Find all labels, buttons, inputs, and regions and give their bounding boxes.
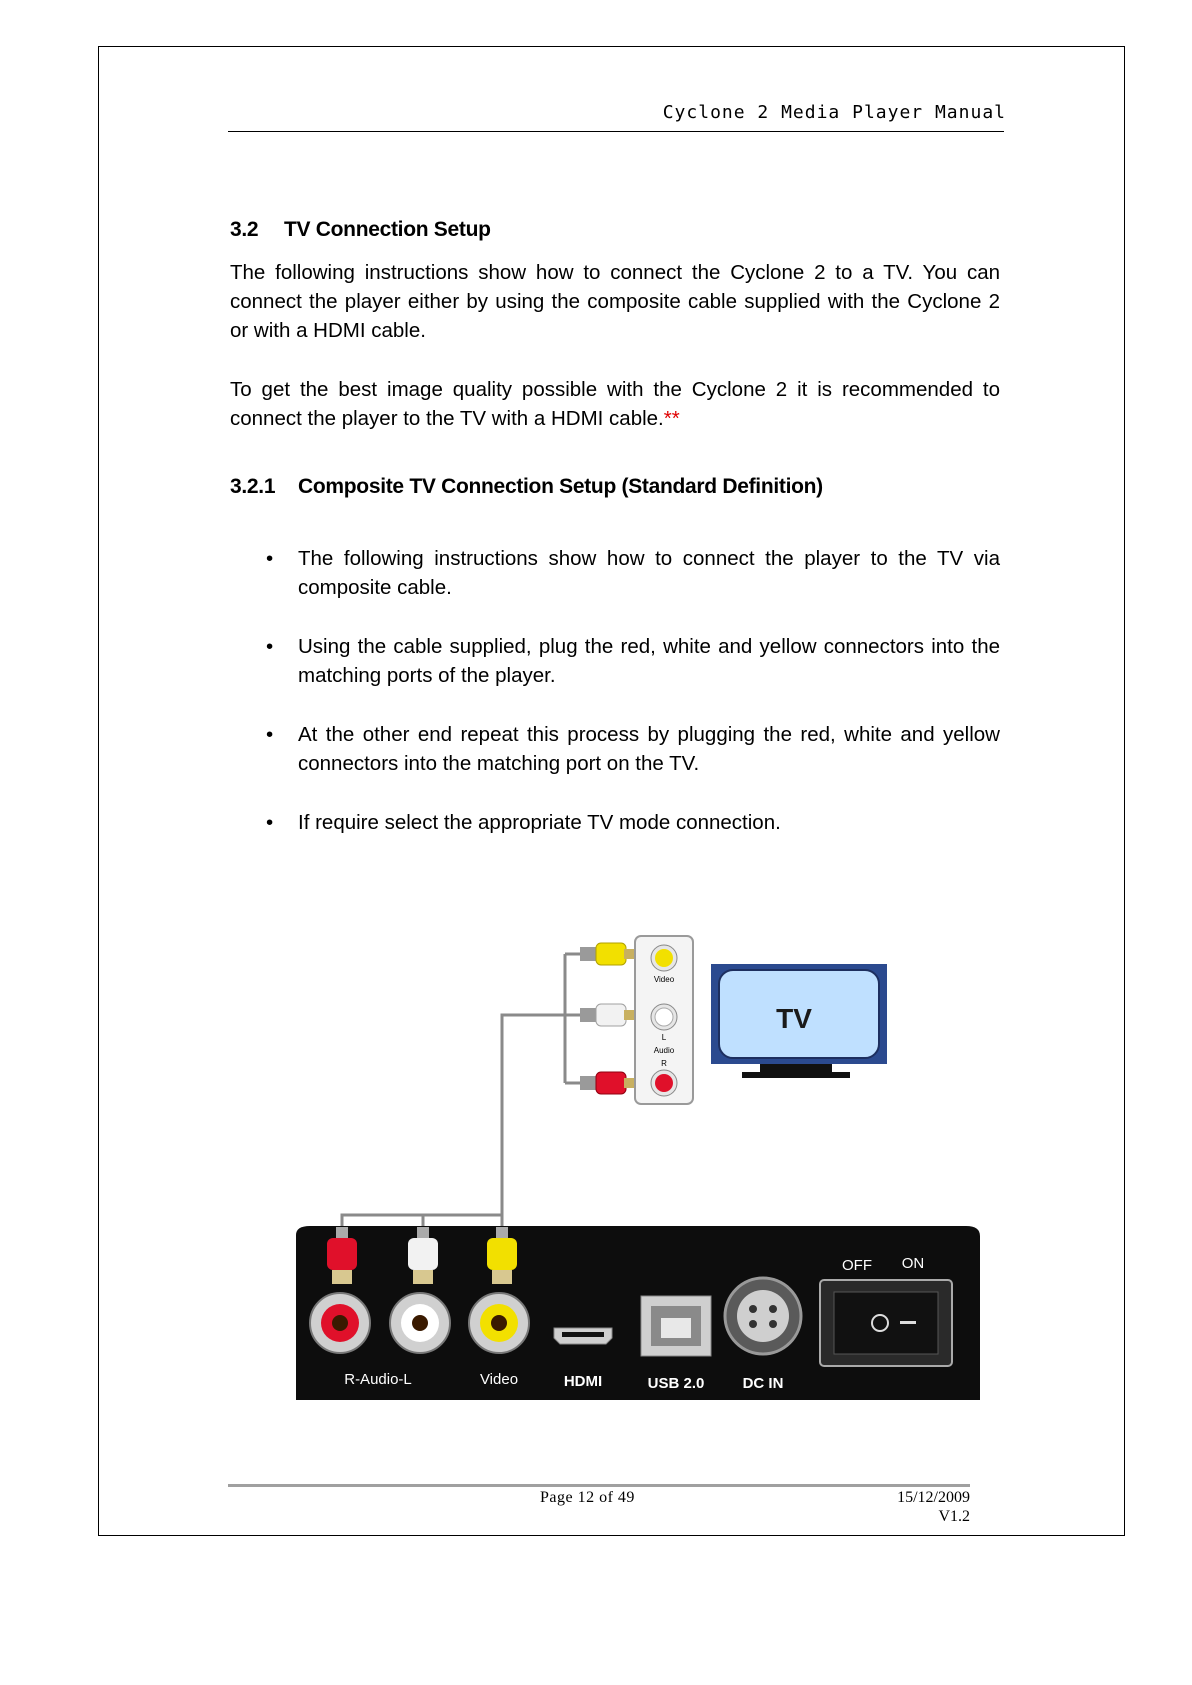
- power-switch-icon: [820, 1280, 952, 1366]
- white-plug-icon: [580, 1004, 636, 1026]
- bullet-icon: •: [266, 547, 274, 570]
- switch-label-on: ON: [901, 1255, 925, 1272]
- tv-side-plugs: [580, 943, 636, 1094]
- port-label-hdmi: HDMI: [563, 1373, 603, 1390]
- page-number: Page 12 of 49: [540, 1489, 635, 1506]
- tv-label: TV: [776, 1003, 812, 1034]
- bullet-icon: •: [266, 723, 274, 746]
- section-paragraph-2: [230, 375, 1000, 433]
- subsection-title: Composite TV Connection Setup (Standard Definition): [298, 475, 823, 498]
- audio-l-jack-icon: [390, 1293, 450, 1353]
- footer-version: V1.2: [938, 1508, 970, 1525]
- header-rule: [228, 131, 1004, 132]
- list-item-text: The following instructions show how to connect the player to the TV via composite cable.: [298, 547, 1000, 599]
- yellow-plug-icon: [580, 943, 636, 965]
- section-heading: [230, 218, 491, 242]
- player-rear-panel: [296, 1226, 980, 1400]
- footer-date: 15/12/2009: [897, 1489, 970, 1506]
- dc-in-port-icon: [725, 1278, 801, 1354]
- bullet-icon: •: [266, 635, 274, 658]
- section-paragraph-1: The following instructions show how to connect the Cyclone 2 to a TV. You can connect the player either by using the composite cable supplied with the Cyclone 2 or with a HDMI cable.: [230, 261, 1000, 342]
- list-item: [230, 720, 1000, 778]
- tv-panel-l-label: L: [661, 1033, 667, 1042]
- usb-port-icon: [641, 1296, 711, 1356]
- list-item-text: If require select the appropriate TV mode connection.: [298, 811, 781, 834]
- list-item-text: Using the cable supplied, plug the red, white and yellow connectors into the matching ports of the player.: [298, 635, 1000, 687]
- subsection-heading: [230, 475, 823, 499]
- tv-icon: [711, 964, 887, 1078]
- port-label-dc: DC IN: [742, 1375, 784, 1392]
- list-item-text: At the other end repeat this process by plugging the red, white and yellow connectors into the matching port on the TV.: [298, 723, 1000, 775]
- tv-panel-video-label: Video: [653, 975, 675, 984]
- section-number: 3.2: [230, 218, 259, 241]
- port-label-video: Video: [479, 1371, 519, 1388]
- video-jack-icon: [469, 1293, 529, 1353]
- list-item: [230, 808, 1000, 837]
- cable-wires: [342, 954, 580, 1227]
- footnote-mark: **: [663, 407, 680, 430]
- instruction-list: [230, 544, 1000, 867]
- paragraph-2-text: To get the best image quality possible with the Cyclone 2 it is recommended to connect the player to the TV with a HDMI cable.: [230, 378, 1000, 430]
- section-title: TV Connection Setup: [284, 218, 491, 241]
- red-plug-icon: [580, 1072, 636, 1094]
- bullet-icon: •: [266, 811, 274, 834]
- connection-diagram: [290, 930, 980, 1400]
- running-header: Cyclone 2 Media Player Manual: [662, 102, 1006, 123]
- hdmi-port-icon: [554, 1328, 612, 1344]
- tv-input-panel: [635, 936, 693, 1104]
- audio-r-jack-icon: [310, 1293, 370, 1353]
- list-item: [230, 632, 1000, 690]
- footer-rule: [228, 1484, 970, 1487]
- port-label-usb: USB 2.0: [647, 1375, 705, 1392]
- tv-panel-audio-label: Audio: [653, 1046, 675, 1055]
- subsection-number: 3.2.1: [230, 475, 276, 498]
- list-item: [230, 544, 1000, 602]
- switch-label-off: OFF: [842, 1257, 872, 1274]
- port-label-audio: R-Audio-L: [344, 1371, 412, 1388]
- tv-panel-r-label: R: [661, 1059, 667, 1068]
